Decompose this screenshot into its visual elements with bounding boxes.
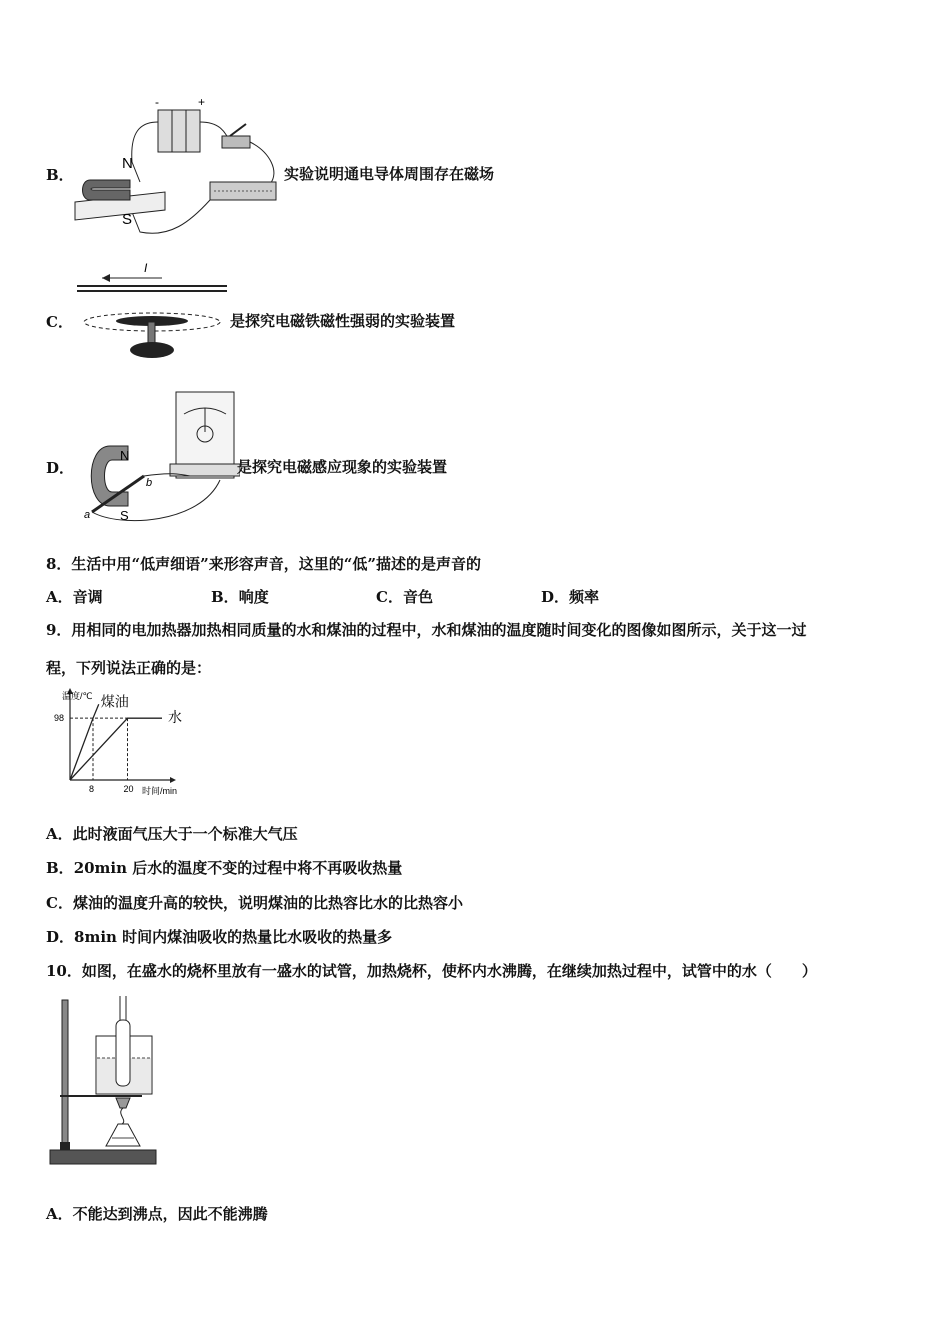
option-b-label: B． <box>46 166 74 184</box>
option-d-label: D． <box>46 459 75 477</box>
stand-base-icon <box>50 1150 156 1164</box>
q9-option-c: C．煤油的温度升高的较快，说明煤油的比热容比水的比热容小 <box>46 894 463 912</box>
series-line-1 <box>70 718 162 780</box>
series-label-0: 煤油 <box>100 693 129 710</box>
q9-option-d: D．8min 时间内煤油吸收的热量比水吸收的热量多 <box>46 928 393 946</box>
switch-icon <box>222 136 250 148</box>
x-tick-20: 20 <box>123 784 134 794</box>
alcohol-lamp-icon <box>106 1124 140 1146</box>
flame-icon <box>121 1108 124 1124</box>
iron-stand-rod-icon <box>62 1000 68 1150</box>
q10-stem: 10．如图，在盛水的烧杯里放有一盛水的试管，加热烧杯，使杯内水沸腾，在继续加热过程中，试管中的水（ ） <box>46 962 817 980</box>
battery-minus-label: - <box>155 95 159 109</box>
y-tick-98: 98 <box>54 713 65 724</box>
magnet-n-label: N <box>120 448 130 463</box>
magnet-s-label: S <box>120 508 129 523</box>
current-label: I <box>144 261 148 275</box>
option-c-text: 是探究电磁铁磁性强弱的实验装置 <box>230 312 456 330</box>
q8-option-c: C．音色 <box>376 588 433 606</box>
end-a-label: a <box>84 509 91 521</box>
wire-compass-figure <box>72 258 232 362</box>
end-b-label: b <box>146 477 153 489</box>
q8-option-d: D．频率 <box>541 588 600 606</box>
compass-base-icon <box>130 342 174 358</box>
battery-plus-label: + <box>198 95 206 109</box>
q9-option-b: B．20min 后水的温度不变的过程中将不再吸收热量 <box>46 859 403 877</box>
x-tick-8: 8 <box>89 784 95 794</box>
temperature-time-chart <box>44 686 194 798</box>
beaker-testtube-figure <box>46 996 160 1174</box>
x-axis-arrow <box>170 777 176 783</box>
q8-option-b: B．响度 <box>211 588 269 606</box>
q9-stem-line2: 程，下列说法正确的是： <box>46 659 212 677</box>
induction-figure <box>80 388 240 528</box>
test-tube-icon <box>116 1020 130 1086</box>
q9-option-a: A．此时液面气压大于一个标准大气压 <box>46 825 298 843</box>
series-line-0 <box>70 704 99 780</box>
q10-option-a: A．不能达到沸点，因此不能沸腾 <box>46 1205 268 1223</box>
x-axis-label: 时间/min <box>142 786 178 796</box>
option-b-text: 实验说明通电导体周围存在磁场 <box>284 165 495 183</box>
series-label-1: 水 <box>168 709 182 726</box>
y-axis-label: 温度/℃ <box>62 691 93 701</box>
option-c-label: C． <box>46 313 73 331</box>
battery-icon <box>158 110 200 152</box>
magnet-s-label: S <box>122 211 133 228</box>
magnet-n-label: N <box>122 155 133 172</box>
horseshoe-magnet-icon <box>83 180 131 200</box>
circuit-magnet-figure <box>70 92 290 242</box>
q9-stem-line1: 9．用相同的电加热器加热相同质量的水和煤油的过程中，水和煤油的温度随时间变化的图像如图所示，关于这一过 <box>46 621 807 639</box>
option-d-text: 是探究电磁感应现象的实验装置 <box>237 458 448 476</box>
q8-option-a: A．音调 <box>46 588 103 606</box>
q8-stem: 8．生活中用“低声细语”来形容声音，这里的“低”描述的是声音的 <box>46 555 481 573</box>
